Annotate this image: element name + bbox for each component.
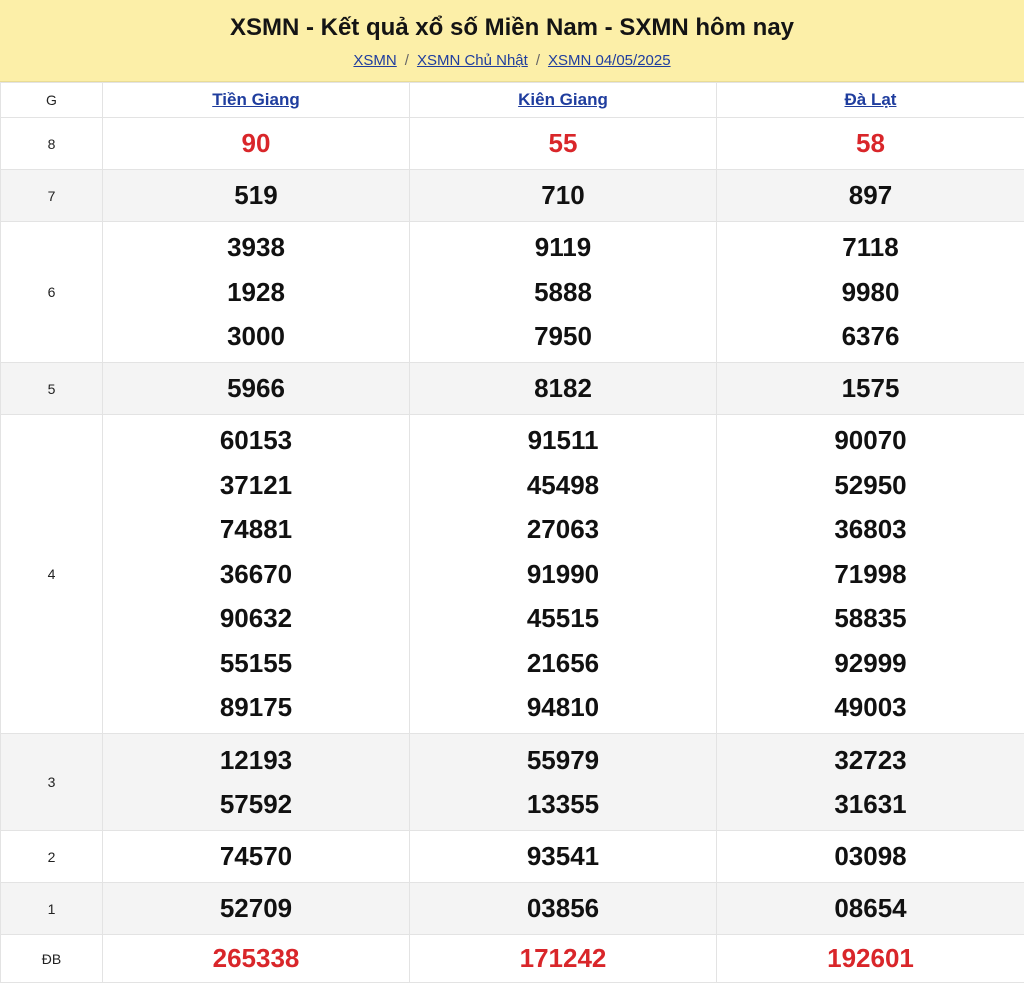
result-number: 9119 [410, 225, 716, 270]
result-cell [410, 118, 717, 170]
result-number: 5966 [103, 366, 409, 411]
prize-label: 3 [1, 734, 103, 831]
result-number: 6376 [717, 314, 1024, 359]
result-number: 45498 [410, 463, 716, 508]
result-number: 90 [103, 121, 409, 166]
province-header [103, 83, 410, 118]
result-number: 27063 [410, 507, 716, 552]
result-cell [717, 222, 1024, 363]
result-number: 12193 [103, 738, 409, 783]
result-number: 1575 [717, 366, 1024, 411]
result-number: 9980 [717, 270, 1024, 315]
prize-label: 8 [1, 118, 103, 170]
breadcrumb-separator: / [405, 52, 409, 69]
prize-label: 4 [1, 415, 103, 734]
result-number: 897 [717, 173, 1024, 218]
result-cell [103, 170, 410, 222]
province-link-tien-giang[interactable]: Tiền Giang [212, 90, 300, 109]
breadcrumb-link-weekday[interactable]: XSMN Chủ Nhật [417, 52, 528, 69]
prize-label: 2 [1, 831, 103, 883]
result-number: 58835 [717, 596, 1024, 641]
result-number: 74881 [103, 507, 409, 552]
result-number: 74570 [103, 834, 409, 879]
result-cell [103, 935, 410, 983]
result-number: 55979 [410, 738, 716, 783]
result-cell [103, 734, 410, 831]
prize-label: 7 [1, 170, 103, 222]
result-number: 36803 [717, 507, 1024, 552]
result-number: 91511 [410, 418, 716, 463]
result-cell [717, 363, 1024, 415]
prize-row [1, 118, 1024, 170]
result-number: 192601 [717, 936, 1024, 981]
prize-row [1, 883, 1024, 935]
result-number: 7118 [717, 225, 1024, 270]
province-link-kien-giang[interactable]: Kiên Giang [518, 90, 608, 109]
result-cell [410, 170, 717, 222]
result-cell [103, 415, 410, 734]
result-number: 7950 [410, 314, 716, 359]
result-number: 58 [717, 121, 1024, 166]
prize-label: 5 [1, 363, 103, 415]
result-number: 8182 [410, 366, 716, 411]
prize-row [1, 935, 1024, 983]
result-number: 60153 [103, 418, 409, 463]
result-cell [103, 831, 410, 883]
prize-row [1, 831, 1024, 883]
prize-row [1, 170, 1024, 222]
result-number: 57592 [103, 782, 409, 827]
prize-row [1, 415, 1024, 734]
breadcrumb-link-xsmn[interactable]: XSMN [353, 52, 396, 69]
result-number: 93541 [410, 834, 716, 879]
breadcrumb-separator: / [536, 52, 540, 69]
prize-label: 6 [1, 222, 103, 363]
results-body [1, 118, 1024, 983]
prize-label: ĐB [1, 935, 103, 983]
result-cell [410, 883, 717, 935]
result-cell [103, 222, 410, 363]
prize-row [1, 363, 1024, 415]
result-cell [410, 363, 717, 415]
result-cell [717, 118, 1024, 170]
prize-row [1, 222, 1024, 363]
result-number: 3000 [103, 314, 409, 359]
table-header-row [1, 83, 1024, 118]
result-number: 37121 [103, 463, 409, 508]
result-number: 03098 [717, 834, 1024, 879]
result-cell [717, 883, 1024, 935]
result-number: 519 [103, 173, 409, 218]
result-number: 71998 [717, 552, 1024, 597]
result-cell [103, 118, 410, 170]
result-cell [410, 734, 717, 831]
result-number: 90070 [717, 418, 1024, 463]
result-cell [410, 935, 717, 983]
result-number: 55 [410, 121, 716, 166]
result-cell [410, 222, 717, 363]
result-number: 3938 [103, 225, 409, 270]
result-number: 55155 [103, 641, 409, 686]
province-header [410, 83, 717, 118]
result-cell [717, 734, 1024, 831]
page-title: XSMN - Kết quả xổ số Miền Nam - SXMN hôm nay [0, 0, 1024, 42]
result-cell [410, 415, 717, 734]
prize-label: 1 [1, 883, 103, 935]
result-number: 710 [410, 173, 716, 218]
result-number: 91990 [410, 552, 716, 597]
result-number: 31631 [717, 782, 1024, 827]
result-number: 21656 [410, 641, 716, 686]
result-number: 265338 [103, 936, 409, 981]
result-number: 52950 [717, 463, 1024, 508]
result-number: 171242 [410, 936, 716, 981]
result-number: 32723 [717, 738, 1024, 783]
result-number: 94810 [410, 685, 716, 730]
result-cell [717, 170, 1024, 222]
result-cell [103, 883, 410, 935]
breadcrumb-link-date[interactable]: XSMN 04/05/2025 [548, 52, 671, 69]
prize-row [1, 734, 1024, 831]
result-cell [717, 935, 1024, 983]
province-header [717, 83, 1024, 118]
page-header [0, 0, 1024, 82]
result-cell [717, 831, 1024, 883]
breadcrumb [0, 52, 1024, 70]
result-cell [410, 831, 717, 883]
result-number: 08654 [717, 886, 1024, 931]
result-number: 13355 [410, 782, 716, 827]
result-number: 49003 [717, 685, 1024, 730]
result-number: 03856 [410, 886, 716, 931]
prize-column-header: G [1, 83, 103, 118]
result-number: 36670 [103, 552, 409, 597]
result-cell [717, 415, 1024, 734]
province-link-da-lat[interactable]: Đà Lạt [845, 90, 897, 109]
result-number: 1928 [103, 270, 409, 315]
result-number: 45515 [410, 596, 716, 641]
result-number: 5888 [410, 270, 716, 315]
result-cell [103, 363, 410, 415]
result-number: 52709 [103, 886, 409, 931]
result-number: 92999 [717, 641, 1024, 686]
result-number: 90632 [103, 596, 409, 641]
results-table [0, 82, 1024, 983]
result-number: 89175 [103, 685, 409, 730]
